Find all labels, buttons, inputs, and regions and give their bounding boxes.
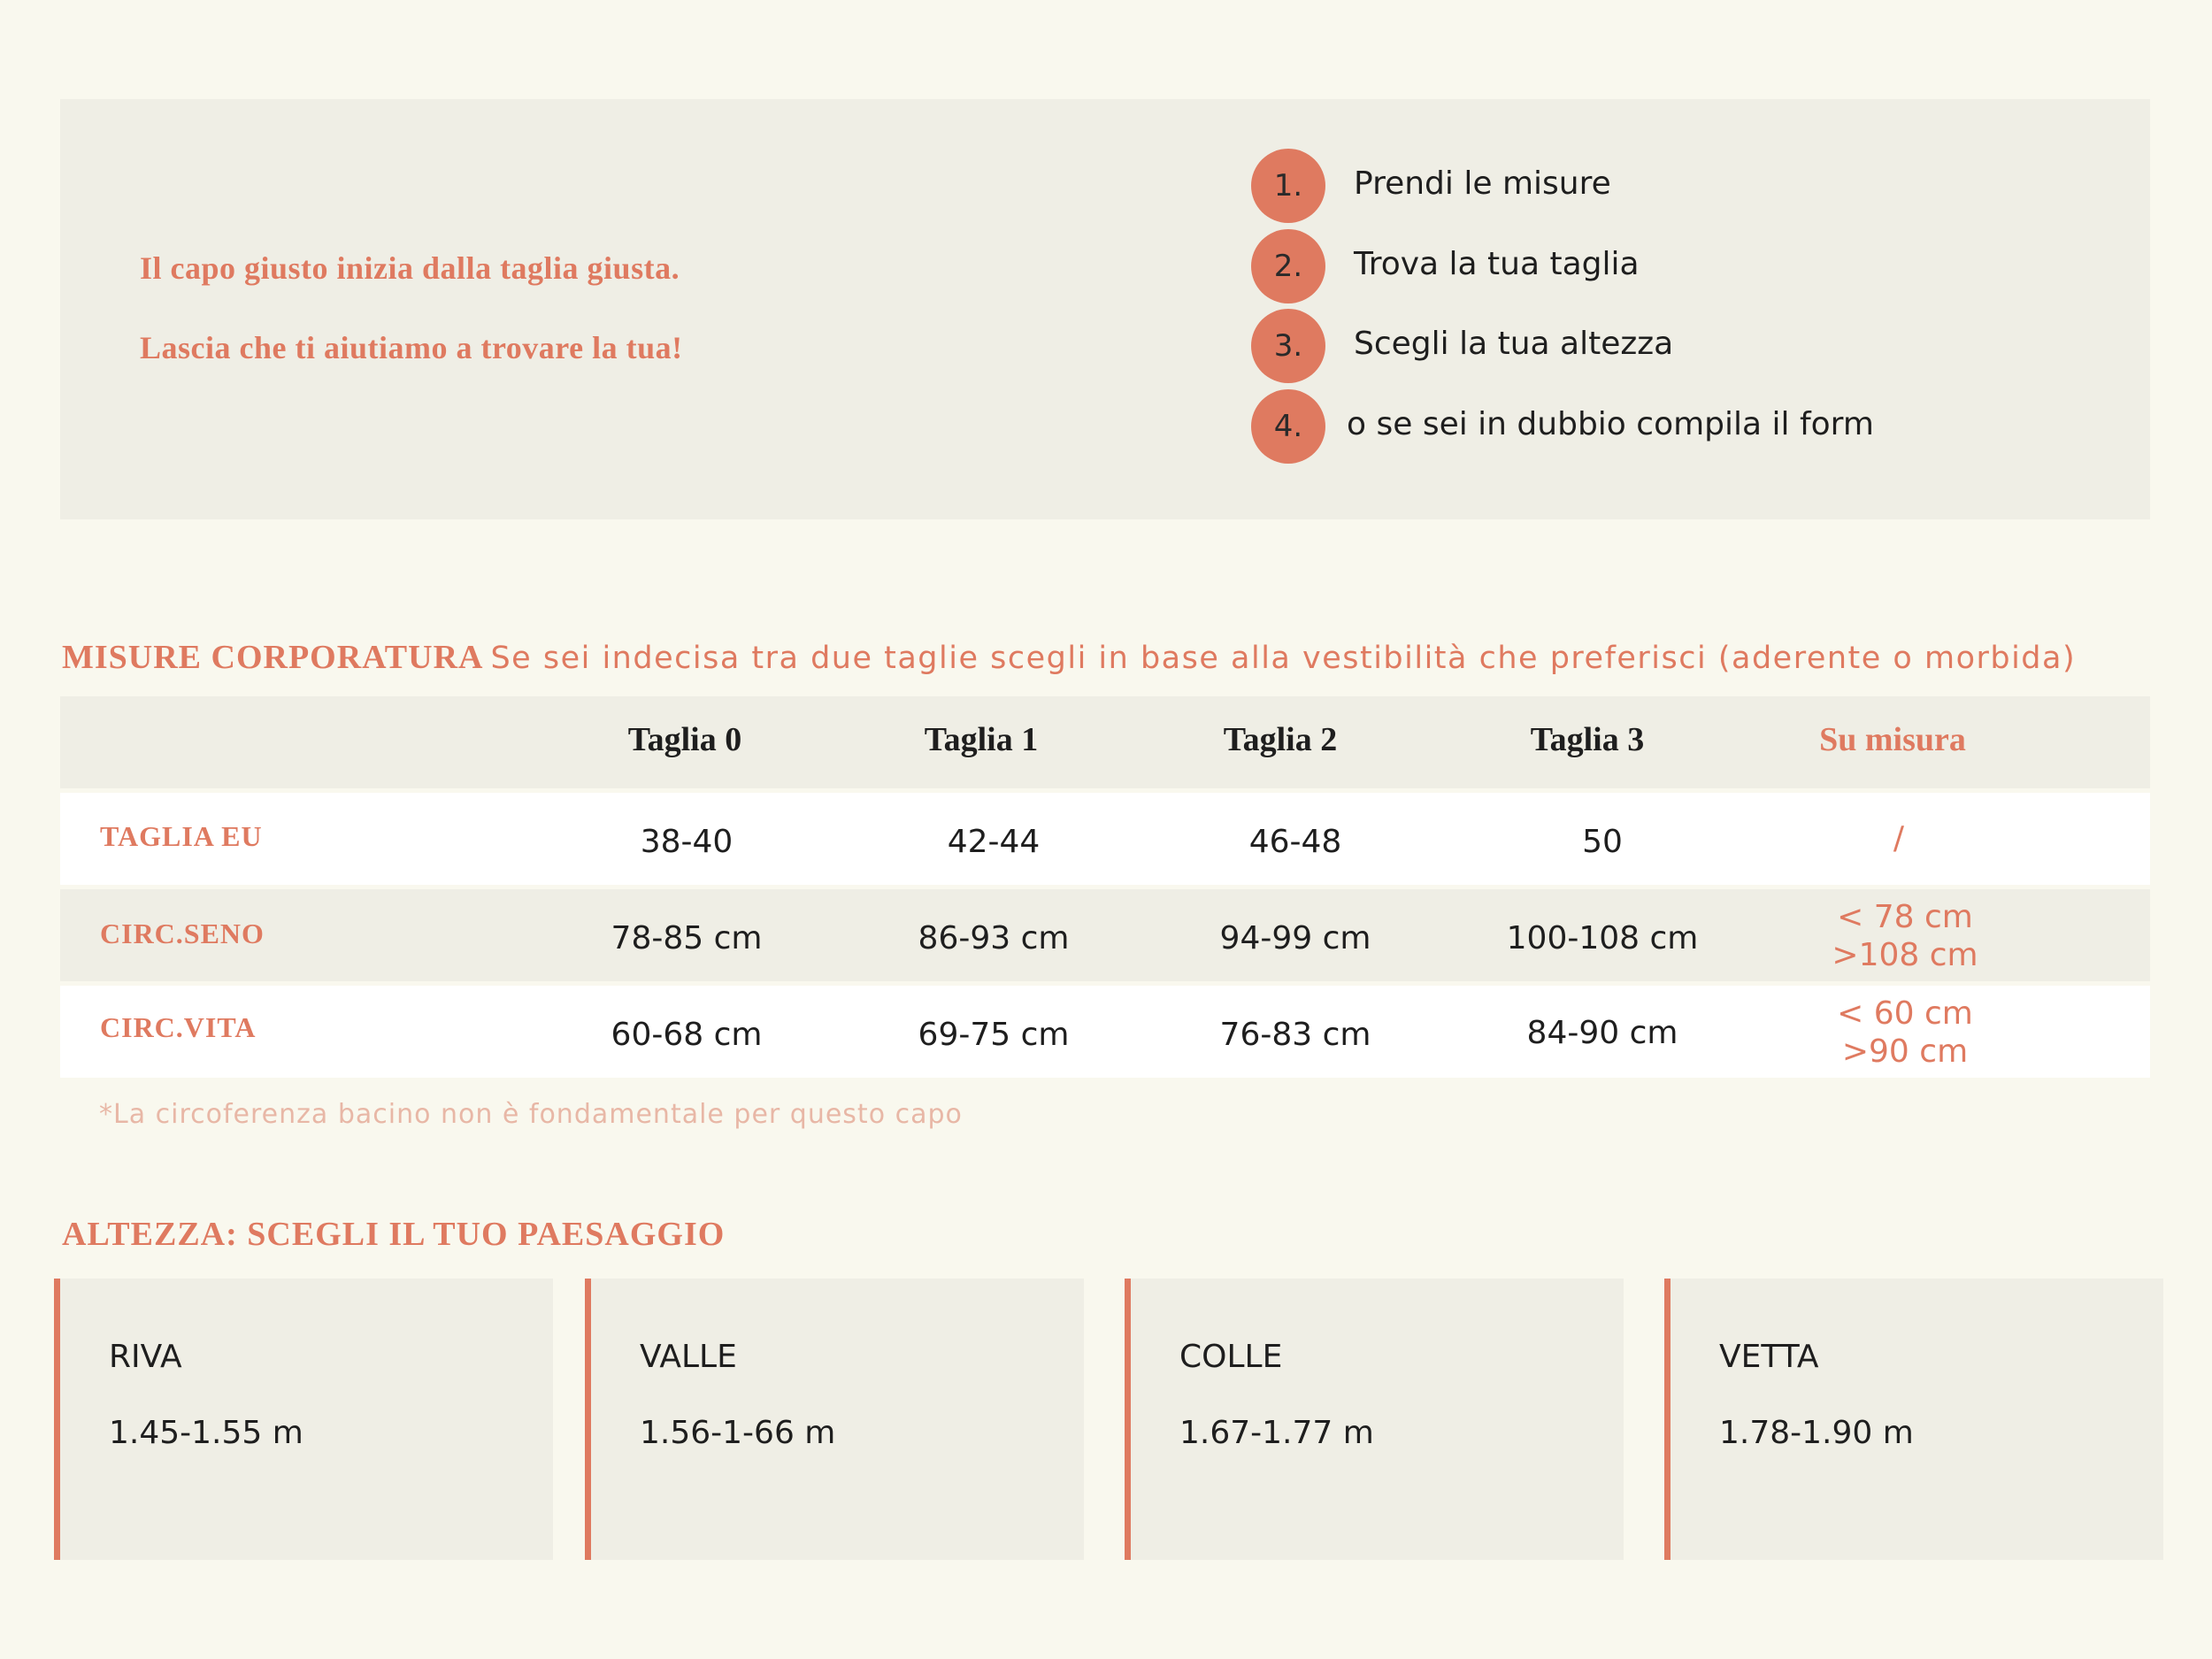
table-cell: 50 (1582, 824, 1623, 860)
measures-heading (62, 637, 2076, 677)
table-cell: 78-85 cm (611, 920, 763, 956)
height-card-name: VALLE (640, 1339, 737, 1375)
step-number-badge: 1. (1251, 149, 1325, 223)
height-card-name: COLLE (1179, 1339, 1283, 1375)
height-card-valle[interactable] (585, 1279, 1084, 1560)
table-footnote: *La circoferenza bacino non è fondamentale per questo capo (99, 1099, 963, 1130)
heights-heading: ALTEZZA: SCEGLI IL TUO PAESAGGIO (62, 1216, 726, 1253)
column-header-custom: Su misura (1819, 721, 1966, 758)
table-cell: 84-90 cm (1526, 1015, 1678, 1051)
height-card-riva[interactable] (54, 1279, 553, 1560)
step-number-badge: 4. (1251, 389, 1325, 464)
table-cell: 69-75 cm (918, 1017, 1070, 1053)
step-number-badge: 2. (1251, 229, 1325, 303)
step-text: Prendi le misure (1354, 165, 1611, 202)
column-header: Taglia 0 (627, 721, 742, 758)
height-card-vetta[interactable] (1664, 1279, 2163, 1560)
table-cell-custom: < 78 cm (1837, 899, 1973, 935)
step-text: Trova la tua taglia (1354, 246, 1640, 282)
table-row (60, 793, 2150, 885)
measures-subtitle: Se sei indecisa tra due taglie scegli in base alla vestibilità che preferisci (aderente o morbida) (490, 641, 2077, 676)
table-cell-custom: >90 cm (1841, 1033, 1969, 1070)
intro-subline: Lascia che ti aiutiamo a trovare la tua! (140, 330, 683, 365)
intro-panel (60, 99, 2150, 519)
step-text: Scegli la tua altezza (1354, 326, 1674, 362)
column-header: Taglia 1 (924, 721, 1039, 758)
table-cell: 46-48 (1248, 824, 1342, 860)
table-cell: 86-93 cm (918, 920, 1070, 956)
table-cell: 42-44 (947, 824, 1041, 860)
table-cell-custom: < 60 cm (1837, 995, 1973, 1032)
table-cell: 38-40 (640, 824, 733, 860)
row-label: CIRC.VITA (100, 1011, 257, 1043)
table-cell-custom: >108 cm (1832, 937, 1978, 973)
row-label: CIRC.SENO (100, 918, 265, 949)
height-card-range: 1.45-1.55 m (109, 1415, 303, 1451)
height-card-colle[interactable] (1125, 1279, 1624, 1560)
height-card-name: RIVA (109, 1339, 182, 1375)
measures-title: MISURE CORPORATURA (62, 639, 484, 676)
height-card-range: 1.67-1.77 m (1179, 1415, 1374, 1451)
column-header: Taglia 2 (1223, 721, 1338, 758)
height-card-name: VETTA (1719, 1339, 1819, 1375)
intro-headline: Il capo giusto inizia dalla taglia giusta. (140, 250, 680, 286)
table-cell: 76-83 cm (1219, 1017, 1371, 1053)
column-header: Taglia 3 (1530, 721, 1645, 758)
table-cell: 94-99 cm (1219, 920, 1371, 956)
row-label: TAGLIA EU (100, 820, 263, 852)
table-cell: 100-108 cm (1506, 920, 1699, 956)
table-cell: 60-68 cm (611, 1017, 763, 1053)
table-row (60, 889, 2150, 981)
table-header-row (60, 696, 2150, 788)
table-cell-custom: / (1893, 820, 1905, 856)
table-row (60, 986, 2150, 1078)
step-number-badge: 3. (1251, 309, 1325, 383)
height-card-range: 1.78-1.90 m (1719, 1415, 1914, 1451)
form-link[interactable]: o se sei in dubbio compila il form (1347, 406, 1874, 442)
height-card-range: 1.56-1-66 m (640, 1415, 836, 1451)
